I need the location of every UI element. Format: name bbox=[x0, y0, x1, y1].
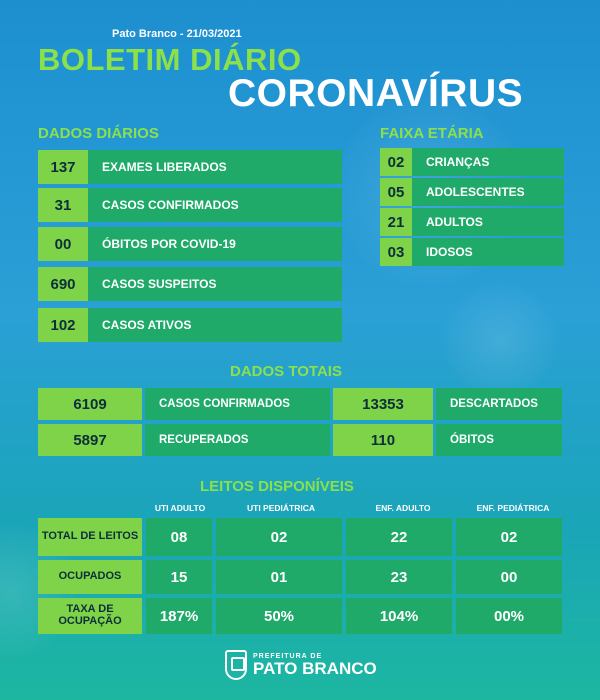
total-label: RECUPERADOS bbox=[145, 424, 330, 456]
total-label: ÓBITOS bbox=[436, 424, 562, 456]
age-value: 03 bbox=[380, 238, 412, 266]
beds-cell: 23 bbox=[346, 560, 452, 594]
age-row bbox=[380, 238, 564, 266]
beds-row-label: TOTAL DE LEITOS bbox=[38, 518, 142, 556]
daily-row bbox=[38, 150, 342, 184]
daily-label: EXAMES LIBERADOS bbox=[88, 150, 342, 184]
age-row bbox=[380, 208, 564, 236]
daily-label: CASOS ATIVOS bbox=[88, 308, 342, 342]
daily-value: 102 bbox=[38, 308, 88, 342]
total-label: CASOS CONFIRMADOS bbox=[145, 388, 330, 420]
total-label: DESCARTADOS bbox=[436, 388, 562, 420]
daily-row bbox=[38, 267, 342, 301]
age-row bbox=[380, 148, 564, 176]
total-value: 13353 bbox=[333, 388, 433, 420]
total-value: 6109 bbox=[38, 388, 142, 420]
beds-cell: 187% bbox=[146, 598, 212, 634]
daily-value: 31 bbox=[38, 188, 88, 222]
daily-row bbox=[38, 308, 342, 342]
footer-small-text: PREFEITURA DE bbox=[253, 653, 323, 660]
footer-logo bbox=[225, 650, 377, 680]
total-data-title: DADOS TOTAIS bbox=[230, 363, 342, 380]
footer-text bbox=[253, 653, 377, 677]
age-label: IDOSOS bbox=[412, 238, 564, 266]
daily-value: 137 bbox=[38, 150, 88, 184]
beds-column-header: UTI ADULTO bbox=[154, 503, 206, 513]
total-value: 110 bbox=[333, 424, 433, 456]
daily-label: CASOS SUSPEITOS bbox=[88, 267, 342, 301]
age-row bbox=[380, 178, 564, 206]
total-value: 5897 bbox=[38, 424, 142, 456]
footer-big-text: PATO BRANCO bbox=[253, 659, 377, 678]
location-date: Pato Branco - 21/03/2021 bbox=[112, 28, 242, 40]
beds-cell: 50% bbox=[216, 598, 342, 634]
beds-column-header: ENF. ADULTO bbox=[375, 503, 431, 513]
daily-value: 690 bbox=[38, 267, 88, 301]
beds-cell: 08 bbox=[146, 518, 212, 556]
beds-title: LEITOS DISPONÍVEIS bbox=[200, 478, 354, 495]
beds-cell: 104% bbox=[346, 598, 452, 634]
beds-row-label: TAXA DE OCUPAÇÃO bbox=[38, 598, 142, 634]
age-range-title: FAIXA ETÁRIA bbox=[380, 125, 484, 142]
age-value: 05 bbox=[380, 178, 412, 206]
beds-cell: 22 bbox=[346, 518, 452, 556]
daily-value: 00 bbox=[38, 227, 88, 261]
beds-column-header: ENF. PEDIÁTRICA bbox=[476, 503, 550, 513]
city-crest-icon bbox=[225, 650, 247, 680]
age-label: ADOLESCENTES bbox=[412, 178, 564, 206]
daily-row bbox=[38, 188, 342, 222]
daily-row bbox=[38, 227, 342, 261]
age-label: ADULTOS bbox=[412, 208, 564, 236]
virus-decoration bbox=[440, 280, 560, 400]
daily-label: CASOS CONFIRMADOS bbox=[88, 188, 342, 222]
beds-cell: 15 bbox=[146, 560, 212, 594]
beds-column-header: UTI PEDIÁTRICA bbox=[247, 503, 315, 513]
beds-row-label: OCUPADOS bbox=[38, 560, 142, 594]
beds-cell: 00% bbox=[456, 598, 562, 634]
age-value: 21 bbox=[380, 208, 412, 236]
beds-cell: 01 bbox=[216, 560, 342, 594]
beds-cell: 02 bbox=[456, 518, 562, 556]
daily-data-title: DADOS DIÁRIOS bbox=[38, 125, 159, 142]
daily-label: ÓBITOS POR COVID-19 bbox=[88, 227, 342, 261]
beds-cell: 02 bbox=[216, 518, 342, 556]
age-value: 02 bbox=[380, 148, 412, 176]
age-label: CRIANÇAS bbox=[412, 148, 564, 176]
bulletin-subtitle: CORONAVÍRUS bbox=[228, 72, 524, 115]
bulletin-title: BOLETIM DIÁRIO bbox=[38, 42, 302, 77]
beds-cell: 00 bbox=[456, 560, 562, 594]
